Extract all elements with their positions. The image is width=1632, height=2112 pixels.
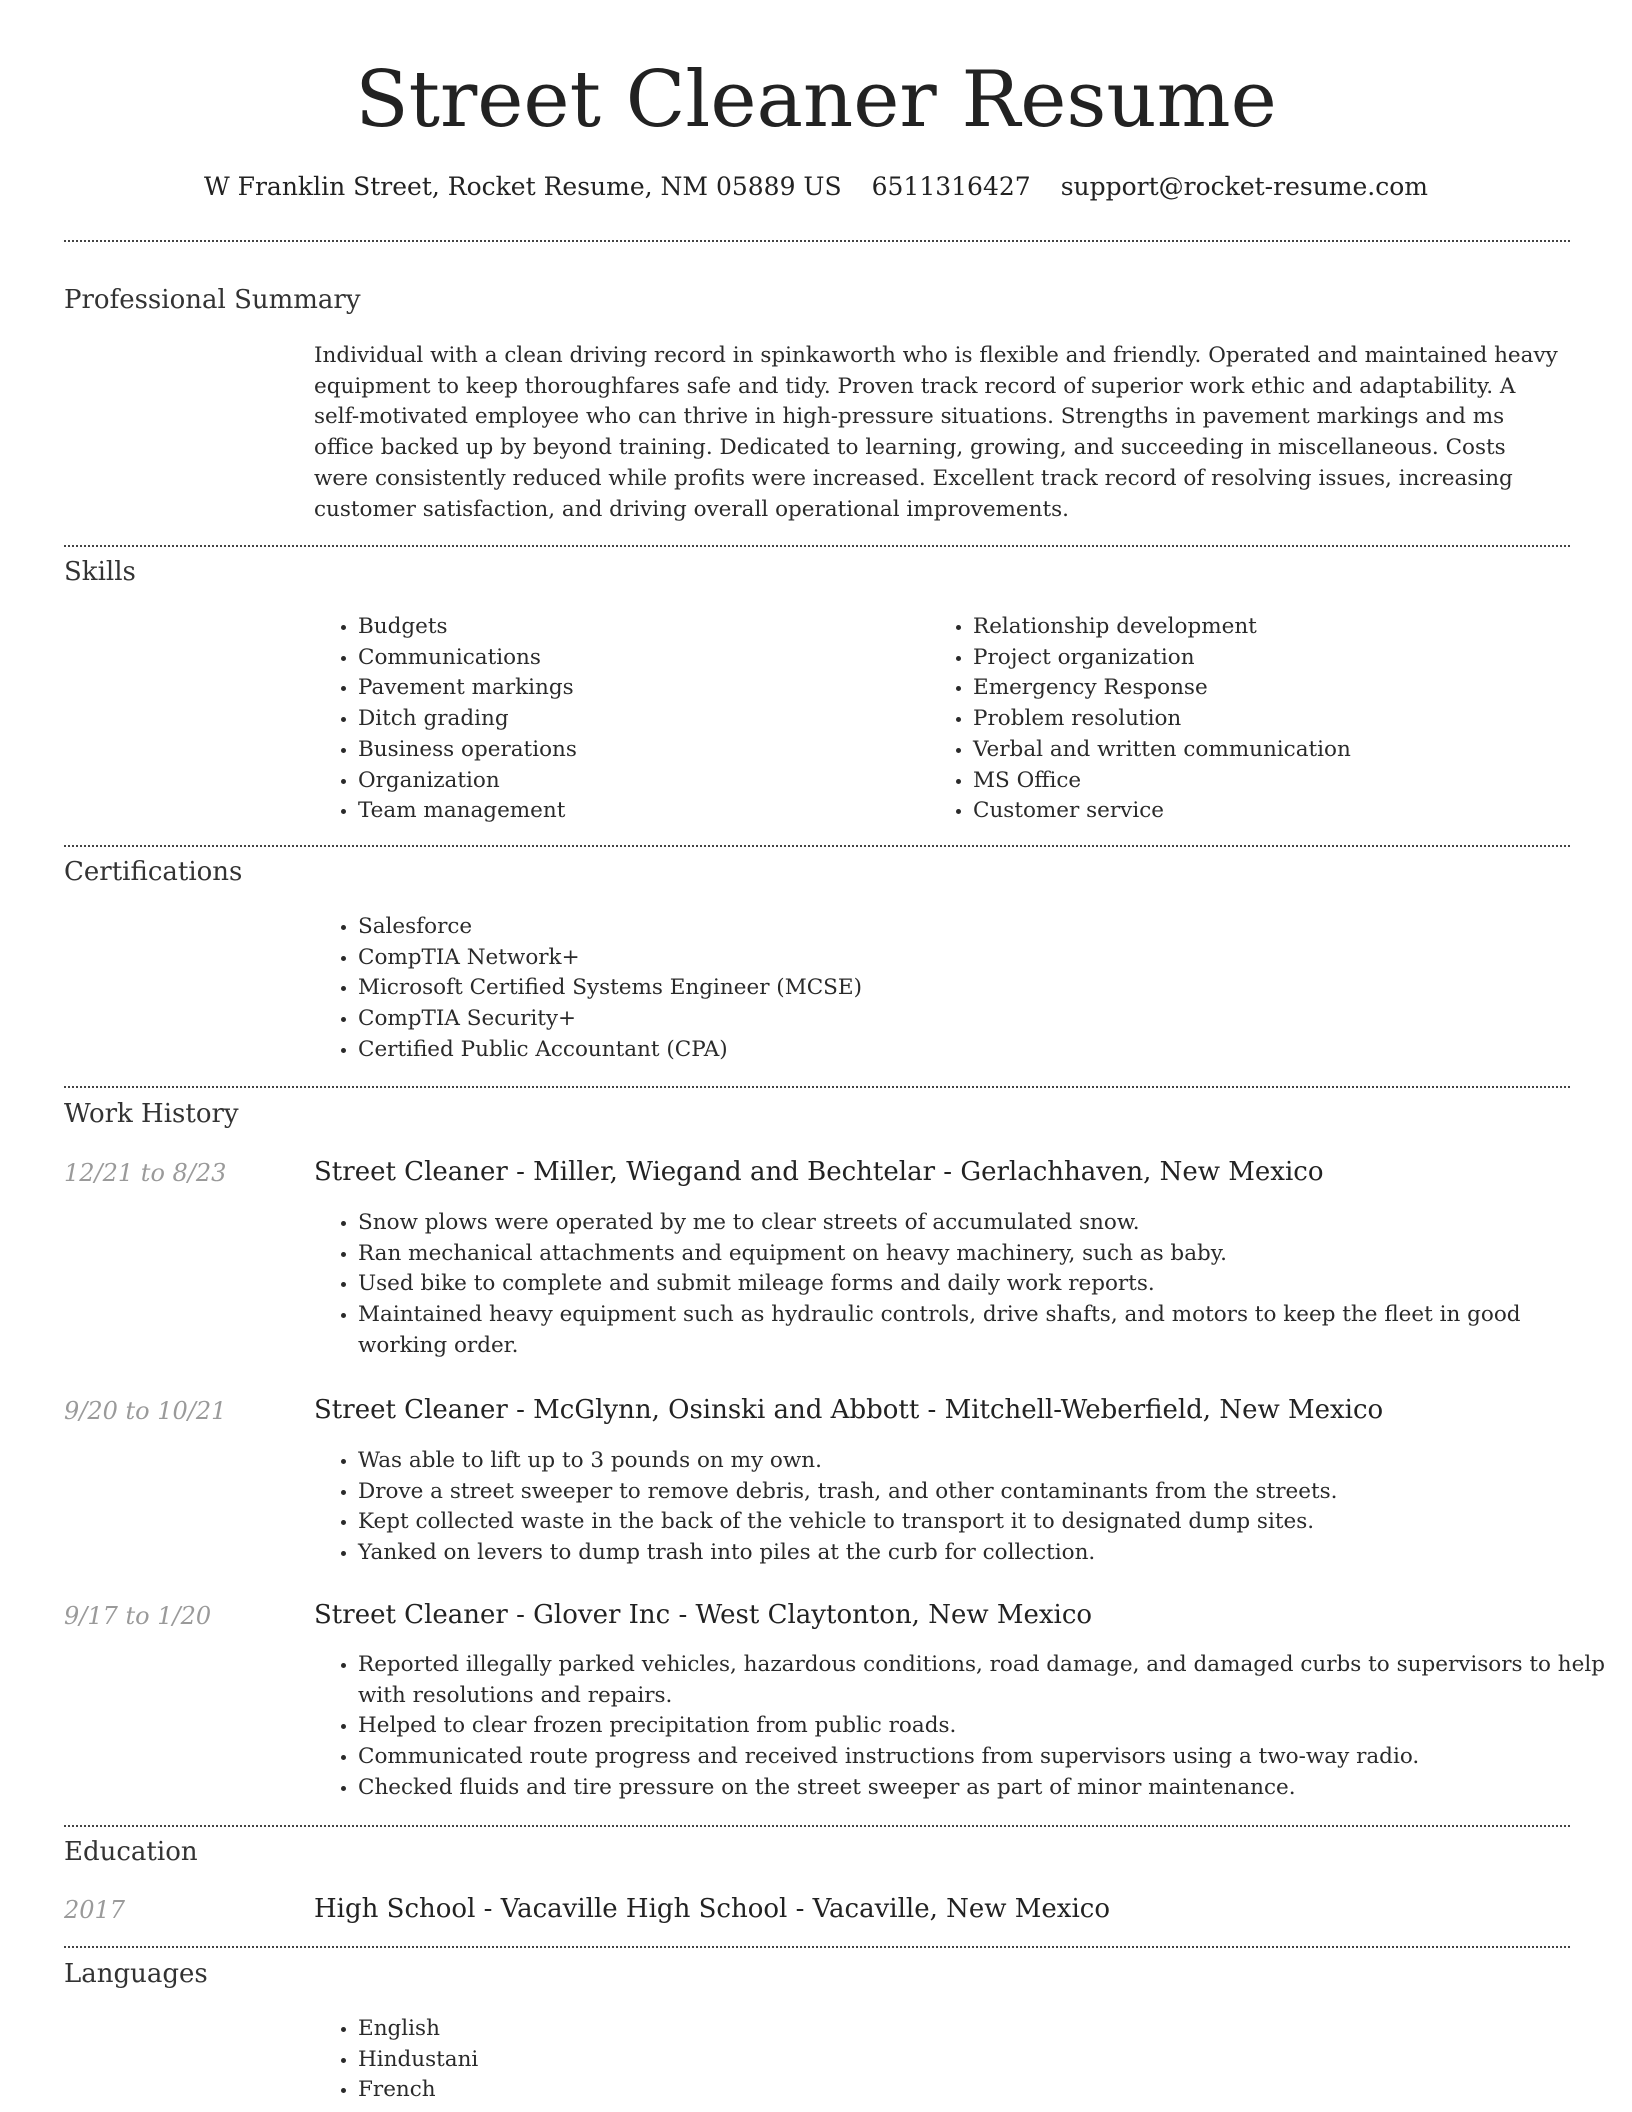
section-divider: [64, 1946, 1570, 1948]
education-heading: Education: [64, 1837, 198, 1867]
skills-list-right: [929, 612, 1351, 827]
skill-item: • Organization: [358, 766, 577, 797]
skill-item: • Ditch grading: [358, 704, 577, 735]
job-bullet: • Checked fluids and tire pressure on the street sweeper as part of minor maintenance.: [358, 1773, 1620, 1804]
job-dates: 9/20 to 10/21: [64, 1397, 227, 1425]
job-dates: 9/17 to 1/20: [64, 1602, 212, 1630]
skill-item: • Communications: [358, 643, 577, 674]
contact-phone: 6511316427: [871, 172, 1031, 201]
section-divider: [64, 240, 1570, 242]
job-bullet: • Reported illegally parked vehicles, hazardous conditions, road damage, and damaged curbs to supervisors to help with resolutions and repairs.: [358, 1650, 1620, 1711]
job-bullet: • Maintained heavy equipment such as hydraulic controls, drive shafts, and motors to keep the fleet in good working order.: [358, 1300, 1574, 1361]
section-divider: [64, 1825, 1570, 1827]
education-heading-line: High School - Vacaville High School - Vacaville, New Mexico: [314, 1894, 1110, 1924]
summary-heading: Professional Summary: [64, 285, 361, 315]
job-bullet: • Snow plows were operated by me to clear streets of accumulated snow.: [358, 1208, 1574, 1239]
job-bullet: • Drove a street sweeper to remove debris, trash, and other contaminants from the streets.: [358, 1477, 1574, 1508]
job-heading: Street Cleaner - McGlynn, Osinski and Abbott - Mitchell-Weberfield, New Mexico: [314, 1395, 1384, 1425]
certification-item: • Certified Public Accountant (CPA): [358, 1035, 862, 1066]
skill-item: • Customer service: [973, 796, 1351, 827]
skill-item: • Emergency Response: [973, 673, 1351, 704]
skill-item: • Budgets: [358, 612, 577, 643]
skill-item: • Team management: [358, 796, 577, 827]
job-bullet: • Ran mechanical attachments and equipment on heavy machinery, such as baby.: [358, 1239, 1574, 1270]
job-bullet: • Used bike to complete and submit mileage forms and daily work reports.: [358, 1269, 1574, 1300]
language-item: • French: [358, 2075, 478, 2106]
job-bullets: [314, 1208, 1574, 1362]
certification-item: • CompTIA Network+: [358, 943, 862, 974]
contact-line: [0, 171, 1632, 203]
language-item: • English: [358, 2014, 478, 2045]
section-divider: [64, 845, 1570, 847]
job-dates: 12/21 to 8/23: [64, 1159, 227, 1187]
section-divider: [64, 545, 1570, 547]
summary-text: Individual with a clean driving record in spinkaworth who is flexible and friendly. Operated and maintained heavy equipment to keep thoroughfares safe and tidy. Proven track record of superior work ethic and adaptability. A self-motivated employee who can thrive in high-pressure situations. Strengths in pavement markings and ms office backed up by beyond training. Dedicated to learning, growing, and succeeding in miscellaneous. Costs were consistently reduced while profits were increased. Excellent track record of resolving issues, increasing customer satisfaction, and driving overall operational improvements.: [314, 343, 1558, 522]
skills-heading: Skills: [64, 557, 136, 587]
skill-item: • Problem resolution: [973, 704, 1351, 735]
skill-item: • Relationship development: [973, 612, 1351, 643]
work-history-heading: Work History: [64, 1099, 239, 1129]
job-bullet: • Helped to clear frozen precipitation from public roads.: [358, 1711, 1620, 1742]
contact-address: W Franklin Street, Rocket Resume, NM 05889 US: [203, 172, 842, 201]
contact-email: support@rocket-resume.com: [1060, 172, 1428, 201]
certification-item: • CompTIA Security+: [358, 1004, 862, 1035]
certification-item: • Salesforce: [358, 912, 862, 943]
job-heading: Street Cleaner - Glover Inc - West Claytonton, New Mexico: [314, 1600, 1093, 1630]
skill-item: • MS Office: [973, 766, 1351, 797]
certifications-list: [314, 912, 862, 1066]
job-bullets: [314, 1446, 1574, 1569]
skill-item: • Pavement markings: [358, 673, 577, 704]
language-item: • Hindustani: [358, 2045, 478, 2076]
skill-item: • Verbal and written communication: [973, 735, 1351, 766]
job-bullet: • Yanked on levers to dump trash into piles at the curb for collection.: [358, 1538, 1574, 1569]
section-divider: [64, 1086, 1570, 1088]
job-bullet: • Kept collected waste in the back of the vehicle to transport it to designated dump sites.: [358, 1507, 1574, 1538]
job-bullets: [314, 1650, 1620, 1804]
resume-title: Street Cleaner Resume: [355, 55, 1277, 145]
skills-list-left: [314, 612, 577, 827]
languages-list: [314, 2014, 478, 2106]
certifications-heading: Certifications: [64, 857, 243, 887]
education-year: 2017: [64, 1896, 126, 1924]
skill-item: • Business operations: [358, 735, 577, 766]
job-bullet: • Communicated route progress and received instructions from supervisors using a two-way radio.: [358, 1742, 1620, 1773]
job-bullet: • Was able to lift up to 3 pounds on my own.: [358, 1446, 1574, 1477]
skill-item: • Project organization: [973, 643, 1351, 674]
job-heading: Street Cleaner - Miller, Wiegand and Bechtelar - Gerlachhaven, New Mexico: [314, 1157, 1324, 1187]
certification-item: • Microsoft Certified Systems Engineer (MCSE): [358, 973, 862, 1004]
languages-heading: Languages: [64, 1959, 208, 1989]
